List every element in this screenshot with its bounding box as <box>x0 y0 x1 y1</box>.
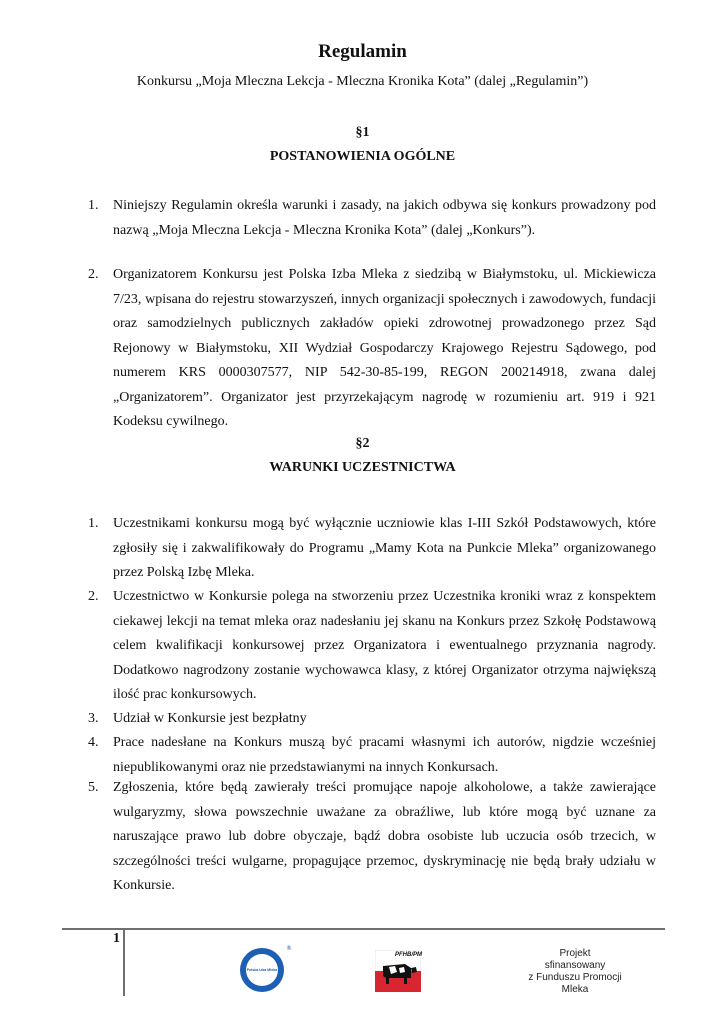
list-item <box>88 194 656 243</box>
list-item-text: Zgłoszenia, które będą zawierały treści promujące napoje alkoholowe, a także zawierające wulgaryzmy, słowa powszechnie uważane za obraźliwe, lub które mogą być uznane za naruszające prawo lub dobre obyczaje, bądź dobra osobiste lub uczucia osób trzecich, w szczególności treści wulgarne, propagujące przemoc, dyskryminację nie będą brały udziału w Konkursie. <box>113 780 656 893</box>
project-line-4: Mleka <box>561 984 589 995</box>
list-item-text: Udział w Konkursie jest bezpłatny <box>113 711 307 726</box>
list-item <box>88 707 656 732</box>
page-number: 1 <box>113 931 120 946</box>
list-item <box>88 776 656 899</box>
page-title: Regulamin <box>318 41 407 62</box>
list-item-number: 2. <box>88 267 99 282</box>
section-1-number: §1 <box>355 125 370 140</box>
polska-izba-mleka-logo-text: Polska Izba Mleka <box>246 954 278 986</box>
list-item <box>88 585 656 708</box>
list-item-text: Niniejszy Regulamin określa warunki i zasady, na jakich odbywa się konkurs prowadzony pod nazwą „Moja Mleczna Lekcja - Mleczna Kronika Kota” (dalej „Konkurs”). <box>113 198 656 238</box>
project-line-2: sfinansowany <box>544 960 606 971</box>
list-item-text: Uczestnikami konkursu mogą być wyłącznie uczniowie klas I-III Szkół Podstawowych, które zgłosiły się i zakwalifikowały do Programu „Mamy Kota na Punkcie Mleka” organizowanego przez Polską Izbę Mleka. <box>113 516 656 580</box>
footer-rule <box>62 928 665 930</box>
pfhb-logo-text: PFHB/PM <box>395 952 422 958</box>
list-item-number: 3. <box>88 711 99 726</box>
list-item-number: 1. <box>88 198 99 213</box>
list-item-number: 2. <box>88 589 99 604</box>
list-item-number: 5. <box>88 780 99 795</box>
list-item-text: Uczestnictwo w Konkursie polega na stworzeniu przez Uczestnika kroniki wraz z konspektem ciekawej lekcji na temat mleka oraz nadesłaniu jej skanu na Konkurs przez Szkołę Podstawową celem kwalifikacji konkursowej przez Organizatora i ewentualnego przyznania nagrody. Dodatkowo nagrodzony zostanie wychowawca klasy, z której Organizator otrzyma największą ilość prac konkursowych. <box>113 589 656 702</box>
section-2-title: WARUNKI UCZESTNICTWA <box>269 460 456 475</box>
list-item-text: Prace nadesłane na Konkurs muszą być pracami własnymi ich autorów, nigdzie wcześniej niepublikowanymi oraz nie przedstawianymi na innych Konkursach. <box>113 735 656 775</box>
list-item-number: 1. <box>88 516 99 531</box>
section-1-title: POSTANOWIENIA OGÓLNE <box>269 149 456 164</box>
project-line-3: z Funduszu Promocji <box>528 972 622 983</box>
list-item <box>88 263 656 435</box>
list-item <box>88 731 656 780</box>
polska-izba-mleka-logo <box>240 948 284 992</box>
section-2-number: §2 <box>355 436 370 451</box>
footer-divider <box>123 928 125 996</box>
list-item <box>88 512 656 586</box>
page-subtitle: Konkursu „Moja Mleczna Lekcja - Mleczna Kronika Kota” (dalej „Regulamin”) <box>136 74 589 89</box>
list-item-text: Organizatorem Konkursu jest Polska Izba Mleka z siedzibą w Białymstoku, ul. Mickiewicza 7/23, wpisana do rejestru stowarzyszeń, innych organizacji społecznych i zawodowych, fundacji oraz samodzielnych publicznych zakładów opieki zdrowotnej prowadzonego przez Sąd Rejonowy w Białymstoku, XII Wydział Gospodarczy Krajowego Rejestru Sądowego, pod numerem KRS 0000307577, NIP 542-30-85-199, REGON 200214918, zwana dalej „Organizatorem”. Organizator jest przyrzekającym nagrodę w rozumieniu art. 919 i 921 Kodeksu cywilnego. <box>113 267 656 429</box>
list-item-number: 4. <box>88 735 99 750</box>
project-funding-note <box>500 948 650 996</box>
registered-mark: ® <box>286 945 292 952</box>
project-line-1: Projekt <box>559 948 591 959</box>
